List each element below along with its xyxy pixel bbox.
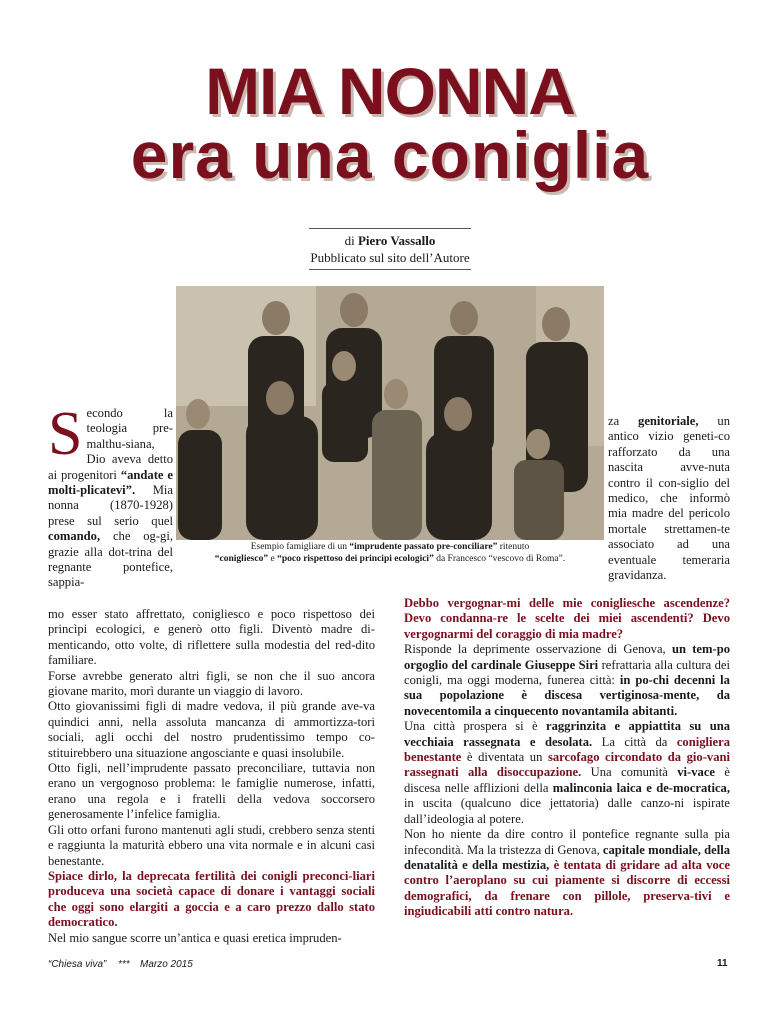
paragraph: Una città prospera si è raggrinzita e appiattita su una vecchiaia rassegnata e desolata. La città da conigliera benestante è diventata un sarcofago circondato da gio-vani rassegnati alla disoccupazione. Una comunità vi-vace è discesa nelle afflizioni della malinconia laica e de-mocratica, in uscita (qualcuno dice jettatoria) dalle canzo-ni ispirate dall’ideologia al potere. xyxy=(404,719,731,826)
footer-stars: *** xyxy=(118,959,130,970)
page-number: 11 xyxy=(717,958,728,969)
question-paragraph: Debbo vergognar-mi delle mie conigliesche ascendenze? Devo condanna-re le scelte dei miei ascendenti? Devo vergognarmi del coraggio di mia madre? xyxy=(404,596,730,641)
drop-cap: S xyxy=(48,400,83,468)
right-column-body xyxy=(404,596,730,920)
paragraph: mo esser stato affrettato, conigliesco e poco rispettoso dei princìpi ecologici, e generò otto figli. Diventò madre di-menticando, otto volte, di riflettere sulla modestia del red-dito familiare. xyxy=(48,607,375,668)
left-column-intro: Secondo la teologia pre-malthu-siana, Dio aveva detto ai progenitori “andate e molti-plicatevi”. Mia nonna (1870-1928) prese sul serio quel comando, che og-gi, grazie alla dot-trina del regnante pontefice, sappia- xyxy=(48,400,173,590)
paragraph: Non ho niente da dire contro il pontefice regnante sulla pia infecondità. Ma la tristezza di Genova, capitale mondiale, della denatalità e della mestizia, è tentata di gridare ad alta voce contro l’aeroplano su cui piamente si discorre di eccessi demografici, da frenare con pillole, preserva-tivi e ingiudicabili atti contro natura. xyxy=(404,827,731,919)
paragraph: Forse avrebbe generato altri figli, se non che il suo ancora giovane marito, morì durante un viaggio di lavoro. xyxy=(48,668,375,699)
left-column-body xyxy=(48,607,375,946)
byline-prefix: di xyxy=(344,233,358,248)
article-title-line2: era una coniglia xyxy=(130,118,650,192)
paragraph: Gli otto orfani furono mantenuti agli studi, crebbero senza stenti e raggiunta la maturità ebbero una vita normale e in alcuni casi benestante. xyxy=(48,822,375,868)
paragraph: Risponde la deprimente osservazione di Genova, un tem-po orgoglio del cardinale Giuseppe Siri refrattaria alla cultura dei conigli, ma oggi moderna, funerea città: in po-chi decenni la sua popolazione è discesa vertiginosa-mente, da novecentomila a cinquecento novantamila abitanti. xyxy=(404,642,730,718)
byline-source: Pubblicato sul sito dell’Autore xyxy=(310,250,470,265)
paragraph: Otto figli, nell’imprudente passato preconciliare, tuttavia non erano un vergognoso problema: le famiglie numerose, infatti, erano una regola e i fratelli della vedova soccorsero generosamente l’infelice famiglia. xyxy=(48,761,375,822)
paragraph: Nel mio sangue scorre un’antica e quasi eretica impruden- xyxy=(48,930,342,945)
paragraph-highlight: Spiace dirlo, la deprecata fertilità dei conigli preconci-liari produceva una società capace di donare i vantaggi sociali che oggi sono elargiti a goccia e a caro prezzo dallo stato democratico. xyxy=(48,868,375,930)
paragraph: Otto giovanissimi figli di madre vedova, il più grande ave-va quindici anni, nella assoluta mancanza di ammortizza-tori sociali, agli occhi del nostro prudentissimo tempo co-stituirebbero una situazione angosciante e quasi insolubile. xyxy=(48,699,375,760)
photo-caption: Esempio famigliare di un “imprudente passato pre-conciliare” ritenuto “conigliesco” e “poco rispettoso dei principi ecologici” da Francesco “vescovo di Roma”. xyxy=(214,542,566,564)
family-photo xyxy=(176,286,604,540)
byline-rule-bottom xyxy=(309,269,471,270)
byline xyxy=(305,228,475,270)
author-name: Piero Vassallo xyxy=(357,233,436,248)
right-column-intro: za genitoriale, un antico vizio geneti-co rafforzato da una nascita avve-nuta contro il con-siglio del medico, che informò mia madre del pericolo mortale strettamen-te associato ad una eventuale temeraria gravidanza. xyxy=(608,414,730,583)
article-title-line1: MIA NONNA xyxy=(205,54,575,128)
footer-magazine: “Chiesa viva” xyxy=(48,959,107,970)
byline-rule-top xyxy=(309,228,471,229)
footer-issue: Marzo 2015 xyxy=(140,959,193,970)
